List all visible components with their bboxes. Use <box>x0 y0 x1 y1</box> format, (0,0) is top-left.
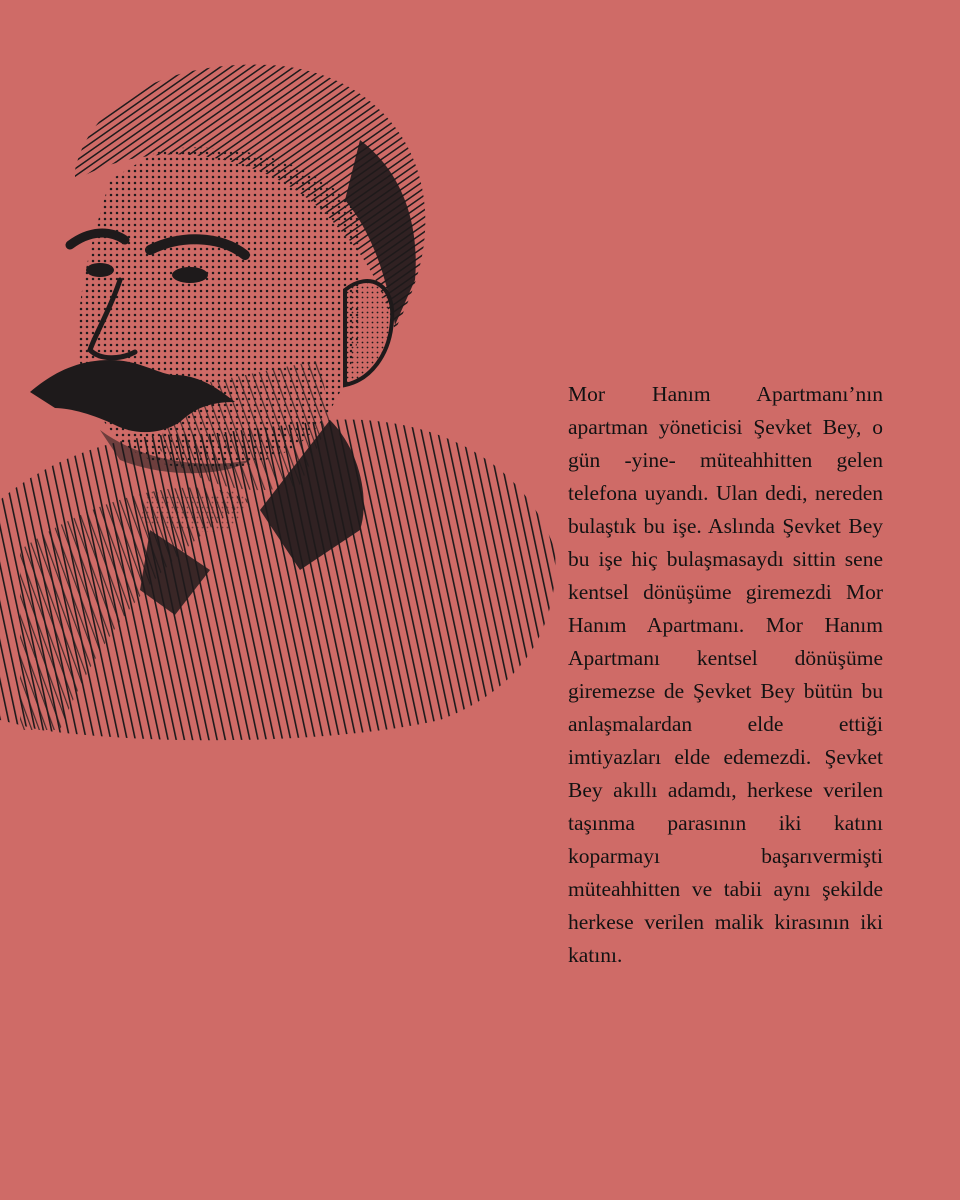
portrait-engraving <box>0 30 560 750</box>
story-paragraph: Mor Hanım Apartmanı’nın apartman yöneticisi Şevket Bey, o gün -yine- müteahhitten gelen telefona uyandı. Ulan dedi, nereden bulaştık bu işe. Aslında Şevket Bey bu işe hiç bulaşmasaydı sittin sene kentsel dönüşüme giremezdi Mor Hanım Apartmanı. Mor Hanım Apartmanı kentsel dönüşüme giremezse de Şevket Bey bütün bu anlaşmalardan elde ettiği imtiyazları elde edemezdi. Şevket Bey akıllı adamdı, herkese verilen taşınma parasının iki katını koparmayı başarıvermişti müteahhitten ve tabii aynı şekilde herkese verilen malik kirasının iki katını. <box>568 382 883 967</box>
